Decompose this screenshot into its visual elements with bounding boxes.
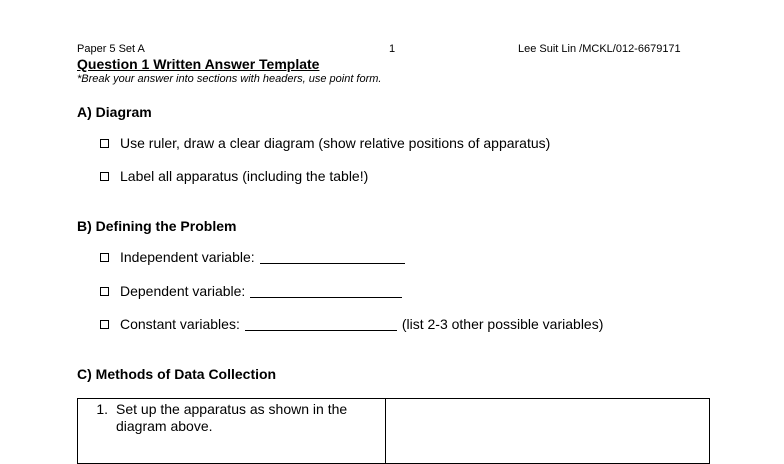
checklist-item xyxy=(100,283,402,299)
checklist-item xyxy=(100,135,550,151)
diagram-cell xyxy=(386,399,710,464)
checklist-item xyxy=(100,316,603,332)
page-number: 1 xyxy=(389,43,396,55)
independent-variable-label: Independent variable: xyxy=(120,249,255,265)
step-number: 1. xyxy=(96,401,108,417)
methods-table xyxy=(77,398,710,464)
checklist-item-text: Use ruler, draw a clear diagram (show relative positions of apparatus) xyxy=(120,135,551,151)
instruction-note: *Break your answer into sections with headers, use point form. xyxy=(77,73,382,85)
checkbox-icon xyxy=(100,287,109,296)
answer-blank-line xyxy=(245,317,397,331)
page-title: Question 1 Written Answer Template xyxy=(77,56,320,72)
section-b-heading: B) Defining the Problem xyxy=(77,218,237,234)
checklist-item xyxy=(100,249,405,265)
checkbox-icon xyxy=(100,253,109,262)
header-left-text: Paper 5 Set A xyxy=(77,43,145,55)
checklist-item-text: Label all apparatus (including the table!) xyxy=(120,168,369,184)
dependent-variable-label: Dependent variable: xyxy=(120,283,246,299)
method-step-cell xyxy=(78,399,386,464)
section-c-heading: C) Methods of Data Collection xyxy=(77,366,277,382)
checklist-item xyxy=(100,168,368,184)
method-step xyxy=(84,401,379,435)
table-row xyxy=(78,399,710,464)
checkbox-icon xyxy=(100,172,109,181)
answer-blank-line xyxy=(260,250,405,264)
header-right-text: Lee Suit Lin /MCKL/012-6679171 xyxy=(518,43,681,55)
constant-variables-hint: (list 2-3 other possible variables) xyxy=(401,316,604,332)
section-a-heading: A) Diagram xyxy=(77,104,152,120)
answer-blank-line xyxy=(250,284,402,298)
checkbox-icon xyxy=(100,320,109,329)
checkbox-icon xyxy=(100,139,109,148)
step-text: Set up the apparatus as shown in the diagram above. xyxy=(116,401,348,434)
constant-variables-label: Constant variables: xyxy=(120,316,240,332)
